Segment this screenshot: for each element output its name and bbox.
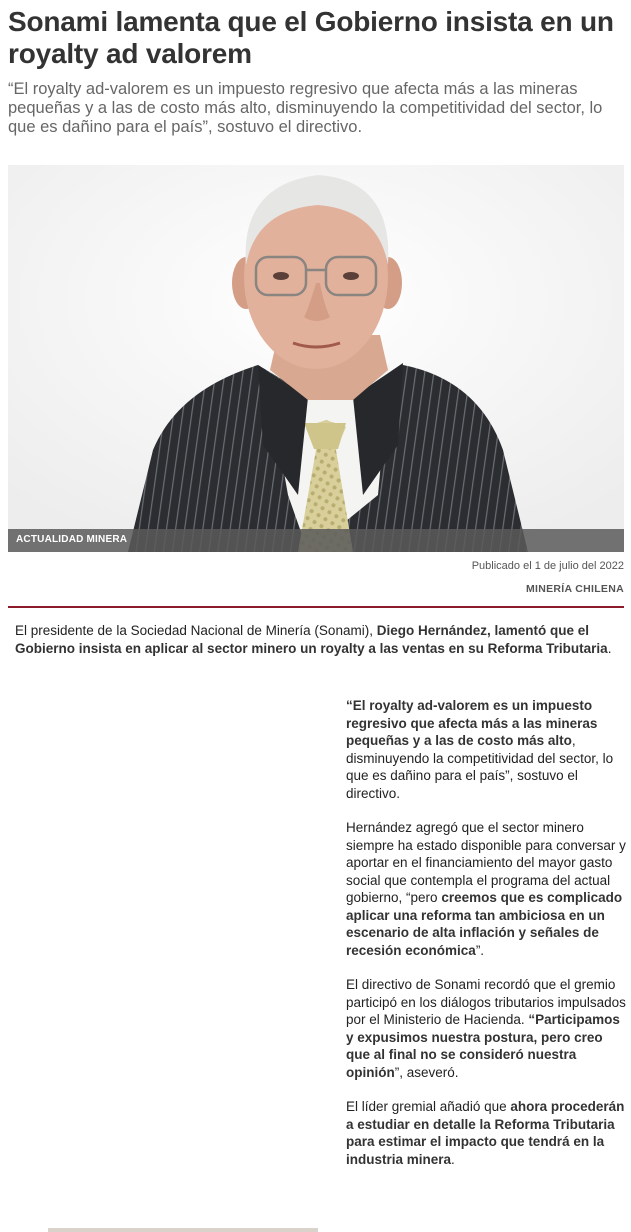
body-paragraph-3: [346, 976, 628, 1081]
article-body: [346, 697, 628, 1185]
lead-text-2: .: [607, 640, 612, 656]
body-paragraph-4: [346, 1098, 628, 1168]
body-p3-text-2: ”, aseveró.: [394, 1064, 459, 1080]
body-p4-bold: ahora procederán a estudiar en detalle la Reforma Tributaria para estimar el impacto que tendrá en la industria minera: [346, 1099, 625, 1167]
article-photo: [8, 165, 624, 552]
body-paragraph-1: [346, 697, 628, 802]
body-p2-text-2: ”.: [475, 942, 485, 958]
article-headline: Sonami lamenta que el Gobierno insista en un royalty ad valorem: [8, 6, 614, 69]
article-source[interactable]: MINERÍA CHILENA: [525, 583, 624, 595]
body-p2-text-1: Hernández agregó que el sector minero siempre ha estado disponible para conversar y aportar en el financiamiento del mayor gasto social que contempla el programa del actual gobierno, “pero: [346, 820, 626, 905]
body-p3-text-1: El directivo de Sonami recordó que el gremio participó en los diálogos tributarios impulsados por el Ministerio de Hacienda.: [346, 977, 626, 1027]
section-divider: [8, 606, 624, 608]
portrait-illustration: [8, 165, 624, 552]
photo-category-bar: [8, 529, 624, 552]
lead-bold: Diego Hernández, lamentó que el Gobierno insista en aplicar al sector minero un royalty a las ventas en su Reforma Tributaria: [15, 623, 608, 656]
body-p2-bold: creemos que es complicado aplicar una reforma tan ambiciosa en un escenario de alta inflación y señales de recesión económica: [346, 890, 623, 958]
body-p4-text-1: El líder gremial añadió que: [346, 1099, 511, 1114]
body-paragraph-2: [346, 819, 628, 959]
body-p1-bold: “El royalty ad-valorem es un impuesto regresivo que afecta más a las mineras pequeñas y a las de costo más alto: [346, 698, 598, 748]
publication-date: Publicado el 1 de julio del 2022: [471, 560, 624, 572]
body-p3-bold: “Participamos y expusimos nuestra postura, pero creo que al final no se consideró nuestra opinión: [346, 1012, 620, 1080]
body-p1-text: , disminuyendo la competitividad del sector, lo que es dañino para el país”, sostuvo el directivo.: [346, 733, 614, 801]
photo-category-label[interactable]: ACTUALIDAD MINERA: [16, 534, 128, 545]
article-subtitle: “El royalty ad-valorem es un impuesto regresivo que afecta más a las mineras pequeñas y a las de costo más alto, disminuyendo la competitividad del sector, lo que es dañino para el país”, sostuvo el directivo.: [8, 80, 603, 136]
body-p4-text-2: .: [451, 1151, 455, 1167]
lead-paragraph: [15, 622, 620, 657]
lead-text-1: El presidente de la Sociedad Nacional de Minería (Sonami),: [15, 623, 377, 638]
next-image-teaser[interactable]: [48, 1228, 318, 1232]
